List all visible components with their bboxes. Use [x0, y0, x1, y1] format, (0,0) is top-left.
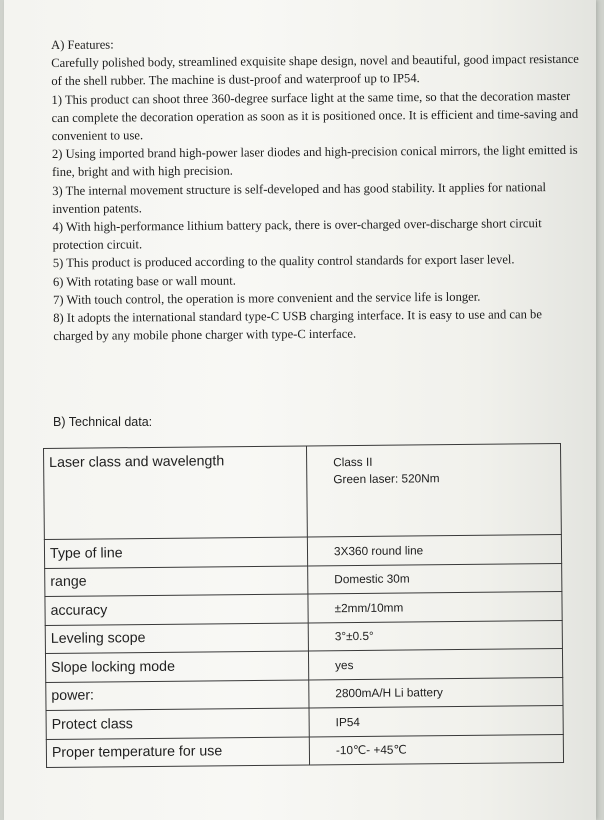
spec-value: 3X360 round line [307, 535, 561, 566]
spec-label: range [45, 565, 308, 596]
technical-data-table [43, 443, 564, 768]
features-section [51, 32, 583, 346]
spec-label: Proper temperature for use [46, 736, 309, 767]
spec-value: -10℃- +45℃ [309, 734, 563, 765]
spec-value: ±2mm/10mm [308, 592, 562, 623]
spec-value: 2800mA/H Li battery [309, 677, 563, 708]
spec-label: Laser class and wavelength [44, 446, 308, 540]
spec-value [306, 444, 561, 537]
spec-value: 3°±0.5° [308, 620, 562, 651]
feature-paragraph: Carefully polished body, streamlined exquisite shape design, novel and beautiful, good impact resistance of the shell rubber. The machine is dust-proof and waterproof up to IP54. [51, 52, 579, 89]
spec-label: Type of line [44, 537, 307, 568]
spec-value: IP54 [309, 706, 563, 737]
technical-data-title: B) Technical data: [53, 415, 153, 429]
spec-label: power: [46, 679, 309, 710]
feature-item-8: 8) It adopts the international standard type-C USB charging interface. It is easy to use and can be charged by any mobile phone charger with type-C interface. [53, 307, 542, 344]
spec-value-line-1: Class II [333, 454, 373, 470]
table-row [44, 444, 562, 540]
spec-value: yes [308, 649, 562, 680]
features-title: A) Features: [51, 37, 114, 52]
feature-item-7: 7) With touch control, the operation is more convenient and the service life is longer. [53, 289, 481, 307]
feature-item-1: 1) This product can shoot three 360-degree surface light at the same time, so that the decoration master can complete the decoration operation as soon as it is positioned once. It is efficient and time-saving and convenient to use. [51, 88, 579, 144]
spec-label: Slope locking mode [45, 651, 308, 682]
spec-label: accuracy [45, 594, 308, 625]
feature-item-6: 6) With rotating base or wall mount. [52, 273, 236, 289]
paper-sheet [4, 0, 596, 820]
feature-item-4: 4) With high-performance lithium battery pack, there is over-charged over-discharge short circuit protection circuit. [52, 216, 542, 253]
table-row [46, 734, 563, 767]
spec-label: Leveling scope [45, 622, 308, 653]
spec-value: Domestic 30m [308, 563, 562, 594]
feature-item-3: 3) The internal movement structure is self-developed and has good stability. It applies for national invention patents. [52, 179, 547, 216]
spec-label: Protect class [46, 708, 309, 739]
feature-item-2: 2) Using imported brand high-power laser diodes and high-precision conical mirrors, the light emitted is fine, bright and with high precision. [51, 143, 578, 180]
feature-item-5: 5) This product is produced according to the quality control standards for export laser level. [52, 252, 515, 271]
spec-value-line-2: Green laser: 520Nm [333, 471, 440, 487]
